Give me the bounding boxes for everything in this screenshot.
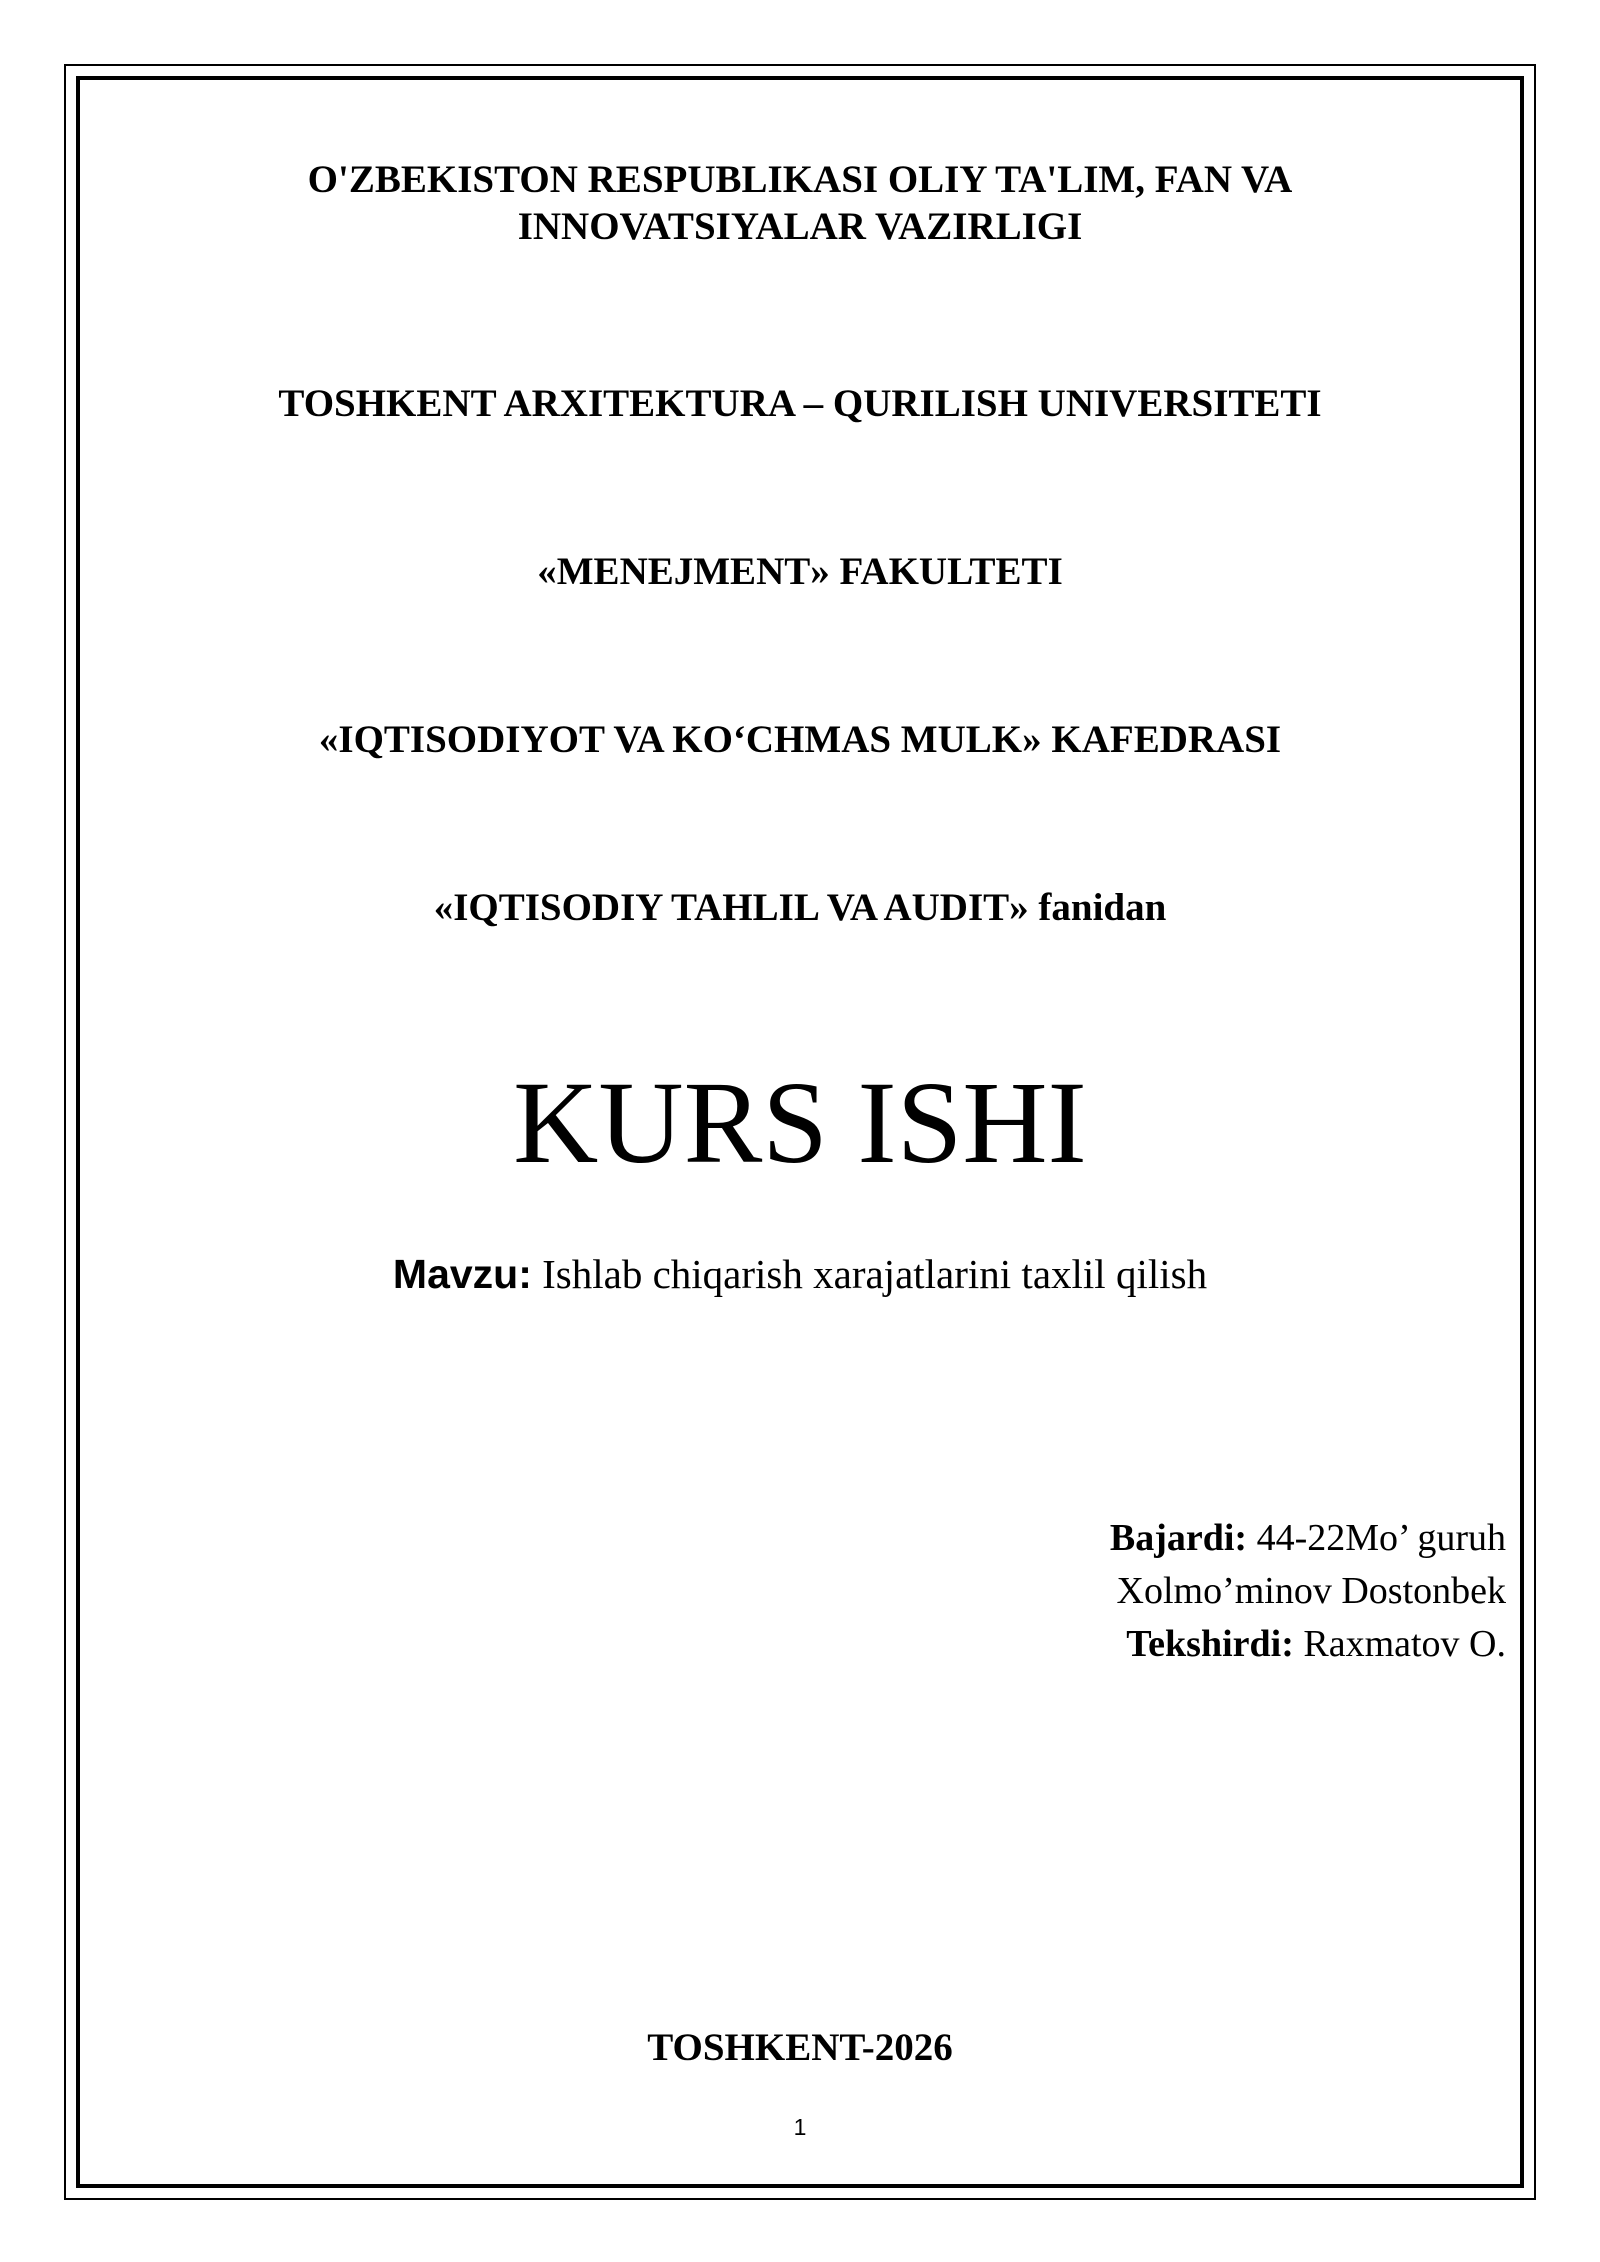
topic-label: Mavzu: <box>392 1251 532 1297</box>
checked-label: Tekshirdi: <box>1126 1623 1294 1666</box>
ministry-line-1: O'ZBEKISTON RESPUBLIKASI OLIY TA'LIM, FAN VA <box>307 158 1293 201</box>
university-heading: TOSHKENT ARXITEKTURA – QURILISH UNIVERSITETI <box>278 382 1322 425</box>
page-number: 1 <box>793 2114 807 2140</box>
department-heading: «IQTISODIYOT VA KO‘CHMAS MULK» KAFEDRASI <box>318 718 1282 761</box>
topic-line <box>0 1250 1600 1299</box>
performed-label: Bajardi: <box>1109 1517 1248 1559</box>
credits-block <box>1110 1512 1506 1672</box>
student-row <box>1110 1565 1506 1618</box>
checker-name: Raxmatov O. <box>1303 1623 1506 1666</box>
faculty-heading: «MENEJMENT» FAKULTETI <box>537 550 1063 593</box>
group-value: 44-22Mo’ guruh <box>1256 1517 1506 1559</box>
ministry-line-2: INNOVATSIYALAR VAZIRLIGI <box>517 204 1083 248</box>
student-name: Xolmo’minov Dostonbek <box>1116 1570 1506 1613</box>
city-year: TOSHKENT-2026 <box>647 2026 953 2069</box>
ministry-heading <box>0 157 1600 251</box>
performed-row <box>1110 1512 1506 1565</box>
subject-heading: «IQTISODIY TAHLIL VA AUDIT» fanidan <box>433 886 1167 929</box>
document-title: KURS ISHI <box>513 1057 1087 1188</box>
topic-text: Ishlab chiqarish xarajatlarini taxlil qilish <box>542 1251 1208 1297</box>
checked-row <box>1110 1618 1506 1671</box>
